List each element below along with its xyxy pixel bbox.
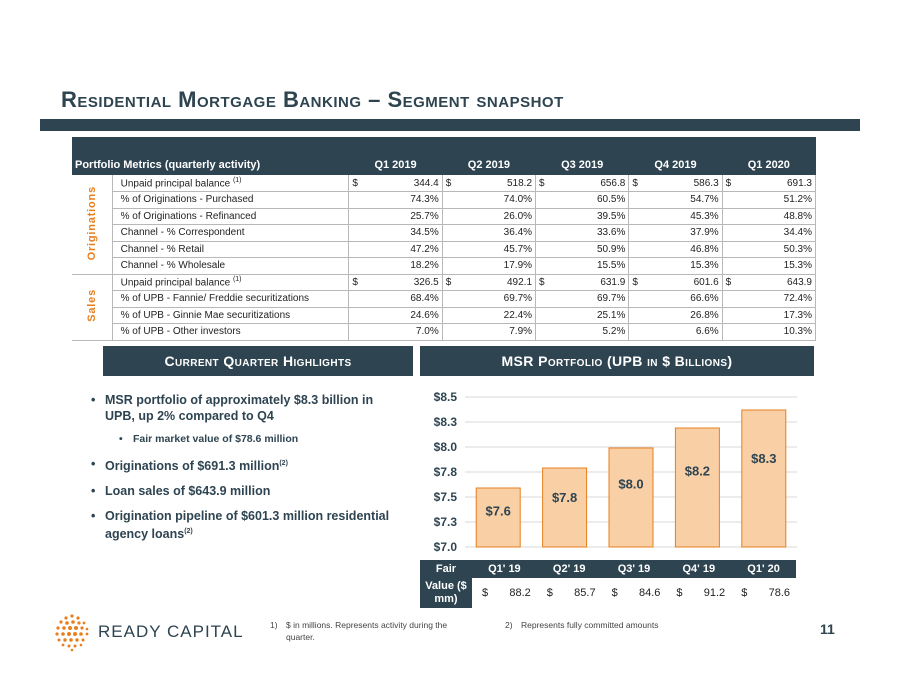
table-cell — [349, 274, 442, 291]
bar — [543, 468, 587, 547]
cell-value: 518.2 — [507, 177, 533, 189]
cell-value: 46.8% — [690, 243, 719, 255]
cell-value: 34.4% — [783, 227, 812, 239]
table-cell — [629, 225, 722, 242]
y-tick-label: $7.5 — [433, 490, 457, 504]
footnote-2: Represents fully committed amounts — [521, 620, 659, 630]
currency-symbol: $ — [539, 177, 545, 189]
table-cell — [629, 192, 722, 209]
cell-value: 26.8% — [690, 309, 719, 321]
cell-value: 60.5% — [596, 194, 626, 206]
footnote-number: 1) — [270, 620, 278, 630]
table-row — [72, 175, 816, 192]
table-cell — [536, 208, 629, 225]
table-cell — [349, 241, 442, 258]
currency-symbol: $ — [445, 177, 452, 189]
row-label-text: Unpaid principal balance — [120, 277, 231, 289]
table-row — [72, 307, 816, 324]
fair-value-amount: 84.6 — [638, 587, 661, 599]
table-header-cell: Q2 2019 — [442, 137, 535, 175]
table-row — [72, 208, 816, 225]
cell-value: 50.9% — [596, 243, 626, 255]
table-cell — [536, 258, 629, 275]
cell-value: 7.0% — [415, 326, 439, 338]
currency-symbol: $ — [539, 276, 545, 288]
fair-value-row — [420, 578, 796, 608]
cell-value: 34.5% — [410, 227, 439, 239]
table-cell — [442, 241, 535, 258]
bar-data-label: $7.8 — [551, 490, 578, 506]
fair-value-amount: 91.2 — [703, 587, 726, 599]
fair-value-amount: 85.7 — [574, 587, 596, 599]
table-cell — [722, 208, 815, 225]
table-row — [72, 241, 816, 258]
footnote-number: 2) — [505, 620, 513, 630]
currency-symbol: $ — [725, 276, 732, 288]
table-cell — [536, 192, 629, 209]
highlights-header: Current Quarter Highlights — [103, 346, 413, 376]
table-row — [72, 258, 816, 275]
cell-value: 601.6 — [693, 276, 719, 288]
table-cell — [629, 307, 722, 324]
table-cell — [349, 258, 442, 275]
group-label-text: Originations — [85, 185, 98, 260]
currency-symbol: $ — [676, 587, 683, 599]
cell-value: 68.4% — [410, 293, 439, 305]
table-header-row — [72, 137, 816, 175]
table-cell — [442, 208, 535, 225]
table-cell — [442, 291, 535, 308]
highlight-text: Originations of $691.3 million — [105, 459, 280, 474]
table-cell — [722, 192, 815, 209]
bar — [609, 448, 653, 547]
currency-symbol: $ — [546, 587, 553, 599]
cell-value: 7.9% — [509, 326, 533, 338]
cell-value: 45.3% — [690, 210, 719, 222]
fair-value-cell — [666, 578, 731, 608]
page-title: Residential Mortgage Banking – Segment snapshot — [61, 87, 564, 112]
bar — [675, 428, 719, 547]
row-label-text: Channel - % Correspondent — [120, 227, 245, 239]
footnote-ref: (1) — [232, 176, 242, 184]
cell-value: 25.7% — [410, 210, 439, 222]
table-cell — [722, 307, 815, 324]
row-label — [112, 192, 349, 209]
table-body — [72, 175, 816, 340]
cell-value: 586.3 — [693, 177, 719, 189]
cell-value: 15.3% — [690, 260, 719, 272]
table-cell — [536, 291, 629, 308]
table-cell — [722, 241, 815, 258]
fair-value-header-label: Fair — [420, 560, 472, 578]
cell-value: 18.2% — [410, 260, 439, 272]
table-cell — [629, 324, 722, 341]
cell-value: 69.7% — [596, 293, 626, 305]
bar-data-label: $8.0 — [618, 476, 644, 492]
table-cell — [349, 307, 442, 324]
currency-symbol: $ — [741, 587, 748, 599]
table-cell — [722, 258, 815, 275]
currency-symbol: $ — [445, 276, 452, 288]
row-label — [112, 175, 349, 192]
table-cell — [629, 258, 722, 275]
cell-value: 51.2% — [783, 194, 812, 206]
cell-value: 643.9 — [786, 276, 812, 288]
table-cell — [349, 192, 442, 209]
cell-value: 54.7% — [690, 194, 719, 206]
currency-symbol: $ — [611, 587, 618, 599]
row-label — [112, 307, 349, 324]
fair-value-cell — [731, 578, 796, 608]
currency-symbol: $ — [632, 276, 638, 288]
table-cell — [536, 274, 629, 291]
highlights-list — [105, 392, 405, 551]
row-label — [112, 258, 349, 275]
currency-symbol: $ — [632, 177, 638, 189]
table-header-cell: Portfolio Metrics (quarterly activity) — [72, 137, 349, 175]
table-cell — [442, 225, 535, 242]
bar — [742, 410, 786, 547]
cell-value: 691.3 — [786, 177, 812, 189]
fair-value-quarter: Q1' 20 — [731, 560, 796, 578]
bar-data-label: $8.3 — [751, 451, 777, 467]
cell-value: 48.8% — [783, 210, 812, 222]
dot-globe-icon — [52, 612, 92, 652]
highlight-text: Loan sales of $643.9 million — [105, 484, 271, 499]
footnote-ref: (2) — [279, 460, 288, 467]
table-header-cell: Q1 2020 — [722, 137, 815, 175]
highlight-bullet — [105, 456, 405, 474]
row-label — [112, 241, 349, 258]
highlight-text: Origination pipeline of $601.3 million residential agency loans — [105, 509, 390, 542]
table-cell — [349, 208, 442, 225]
cell-value: 37.9% — [690, 227, 719, 239]
y-tick-label: $7.3 — [433, 515, 457, 529]
cell-value: 39.5% — [596, 210, 626, 222]
sales-group-label — [72, 274, 112, 340]
table-cell — [629, 274, 722, 291]
table-row — [72, 225, 816, 242]
table-cell — [536, 307, 629, 324]
cell-value: 492.1 — [507, 276, 533, 288]
table-row — [72, 324, 816, 341]
cell-value: 72.4% — [783, 293, 812, 305]
table-cell — [349, 291, 442, 308]
table-cell — [722, 274, 815, 291]
table-cell — [442, 307, 535, 324]
fair-value-table — [420, 560, 796, 608]
table-row — [72, 192, 816, 209]
fair-value-header-row — [420, 560, 796, 578]
highlight-text: MSR portfolio of approximately $8.3 billion in UPB, up 2% compared to Q4 — [105, 393, 374, 423]
table-cell — [349, 324, 442, 341]
fair-value-quarter: Q4' 19 — [666, 560, 731, 578]
row-label — [112, 291, 349, 308]
cell-value: 45.7% — [503, 243, 533, 255]
row-label-text: % of UPB - Other investors — [120, 326, 241, 338]
row-label-text: Channel - % Retail — [120, 243, 204, 255]
y-tick-label: $7.8 — [433, 465, 457, 479]
cell-value: 6.6% — [695, 326, 719, 338]
fair-value-amount: 88.2 — [509, 587, 531, 599]
row-label-text: % of UPB - Fannie/ Freddie securitizations — [120, 293, 310, 305]
fair-value-quarter: Q1' 19 — [472, 560, 537, 578]
logo-text: READY CAPITAL — [98, 622, 244, 641]
footnote-1: $ in millions. Represents activity during the quarter. — [286, 620, 448, 642]
originations-group-label — [72, 175, 112, 274]
table-cell — [722, 291, 815, 308]
table-row — [72, 274, 816, 291]
row-label-text: % of UPB - Ginnie Mae securitizations — [120, 309, 291, 321]
fair-value-amount: 78.6 — [768, 587, 790, 599]
bar-data-label: $8.2 — [684, 463, 711, 479]
currency-symbol: $ — [352, 276, 358, 288]
title-bar — [40, 119, 860, 131]
cell-value: 22.4% — [503, 309, 533, 321]
table-cell — [629, 241, 722, 258]
cell-value: 47.2% — [410, 243, 439, 255]
cell-value: 50.3% — [783, 243, 812, 255]
page-number: 11 — [820, 621, 835, 637]
y-tick-label: $7.0 — [433, 540, 457, 554]
cell-value: 17.9% — [503, 260, 533, 272]
cell-value: 10.3% — [783, 326, 812, 338]
table-cell — [629, 291, 722, 308]
currency-symbol: $ — [725, 177, 732, 189]
table-cell — [536, 175, 629, 192]
footnote-ref: (2) — [184, 528, 193, 536]
highlight-bullet — [105, 508, 405, 542]
fair-value-cell — [472, 578, 537, 608]
cell-value: 33.6% — [596, 227, 626, 239]
cell-value: 25.1% — [596, 309, 626, 321]
msr-portfolio-chart — [415, 385, 805, 557]
cell-value: 5.2% — [602, 326, 626, 338]
cell-value: 344.4 — [413, 177, 439, 189]
row-label — [112, 208, 349, 225]
table-cell — [442, 324, 535, 341]
cell-value: 74.3% — [410, 194, 439, 206]
cell-value: 17.3% — [783, 309, 812, 321]
table-cell — [722, 324, 815, 341]
portfolio-metrics-table — [72, 137, 816, 341]
fair-value-quarter: Q2' 19 — [537, 560, 602, 578]
table-cell — [442, 258, 535, 275]
bar-data-label: $7.6 — [485, 503, 511, 519]
row-label-text: % of Originations - Purchased — [120, 194, 254, 206]
footnote-ref: (1) — [232, 276, 242, 284]
table-cell — [536, 225, 629, 242]
table-cell — [722, 225, 815, 242]
cell-value: 66.6% — [690, 293, 719, 305]
cell-value: 74.0% — [503, 194, 533, 206]
highlight-bullet — [105, 483, 405, 499]
y-tick-label: $8.3 — [433, 415, 457, 429]
table-cell — [536, 241, 629, 258]
cell-value: 15.5% — [596, 260, 626, 272]
table-row — [72, 291, 816, 308]
cell-value: 15.3% — [783, 260, 812, 272]
table-cell — [349, 225, 442, 242]
cell-value: 326.5 — [413, 276, 439, 288]
currency-symbol: $ — [482, 587, 489, 599]
currency-symbol: $ — [352, 177, 358, 189]
highlight-text: Fair market value of $78.6 million — [133, 433, 299, 445]
ready-capital-logo — [52, 612, 244, 652]
cell-value: 36.4% — [503, 227, 533, 239]
y-tick-label: $8.5 — [433, 390, 457, 404]
table-cell — [629, 175, 722, 192]
table-header-cell: Q4 2019 — [629, 137, 722, 175]
highlight-bullet — [105, 392, 405, 424]
group-label-text: Sales — [85, 289, 98, 322]
row-label — [112, 274, 349, 291]
table-header-cell: Q1 2019 — [349, 137, 442, 175]
table-cell — [442, 274, 535, 291]
table-cell — [349, 175, 442, 192]
row-label-text: % of Originations - Refinanced — [120, 210, 257, 222]
table-cell — [536, 324, 629, 341]
cell-value: 656.8 — [600, 177, 626, 189]
table-header-cell: Q3 2019 — [536, 137, 629, 175]
highlight-sub-bullet — [133, 431, 405, 447]
table-cell — [629, 208, 722, 225]
row-label-text: Unpaid principal balance — [120, 178, 231, 190]
row-label — [112, 225, 349, 242]
table-cell — [442, 175, 535, 192]
cell-value: 24.6% — [410, 309, 439, 321]
cell-value: 69.7% — [503, 293, 533, 305]
fair-value-label: Value ($ mm) — [420, 578, 472, 608]
table-cell — [722, 175, 815, 192]
row-label — [112, 324, 349, 341]
fair-value-quarter: Q3' 19 — [602, 560, 667, 578]
chart-header: MSR Portfolio (UPB in $ Billions) — [420, 346, 814, 376]
y-tick-label: $8.0 — [433, 440, 457, 454]
fair-value-cell — [537, 578, 602, 608]
fair-value-cell — [602, 578, 667, 608]
cell-value: 26.0% — [503, 210, 533, 222]
row-label-text: Channel - % Wholesale — [120, 260, 226, 272]
cell-value: 631.9 — [600, 276, 626, 288]
table-cell — [442, 192, 535, 209]
